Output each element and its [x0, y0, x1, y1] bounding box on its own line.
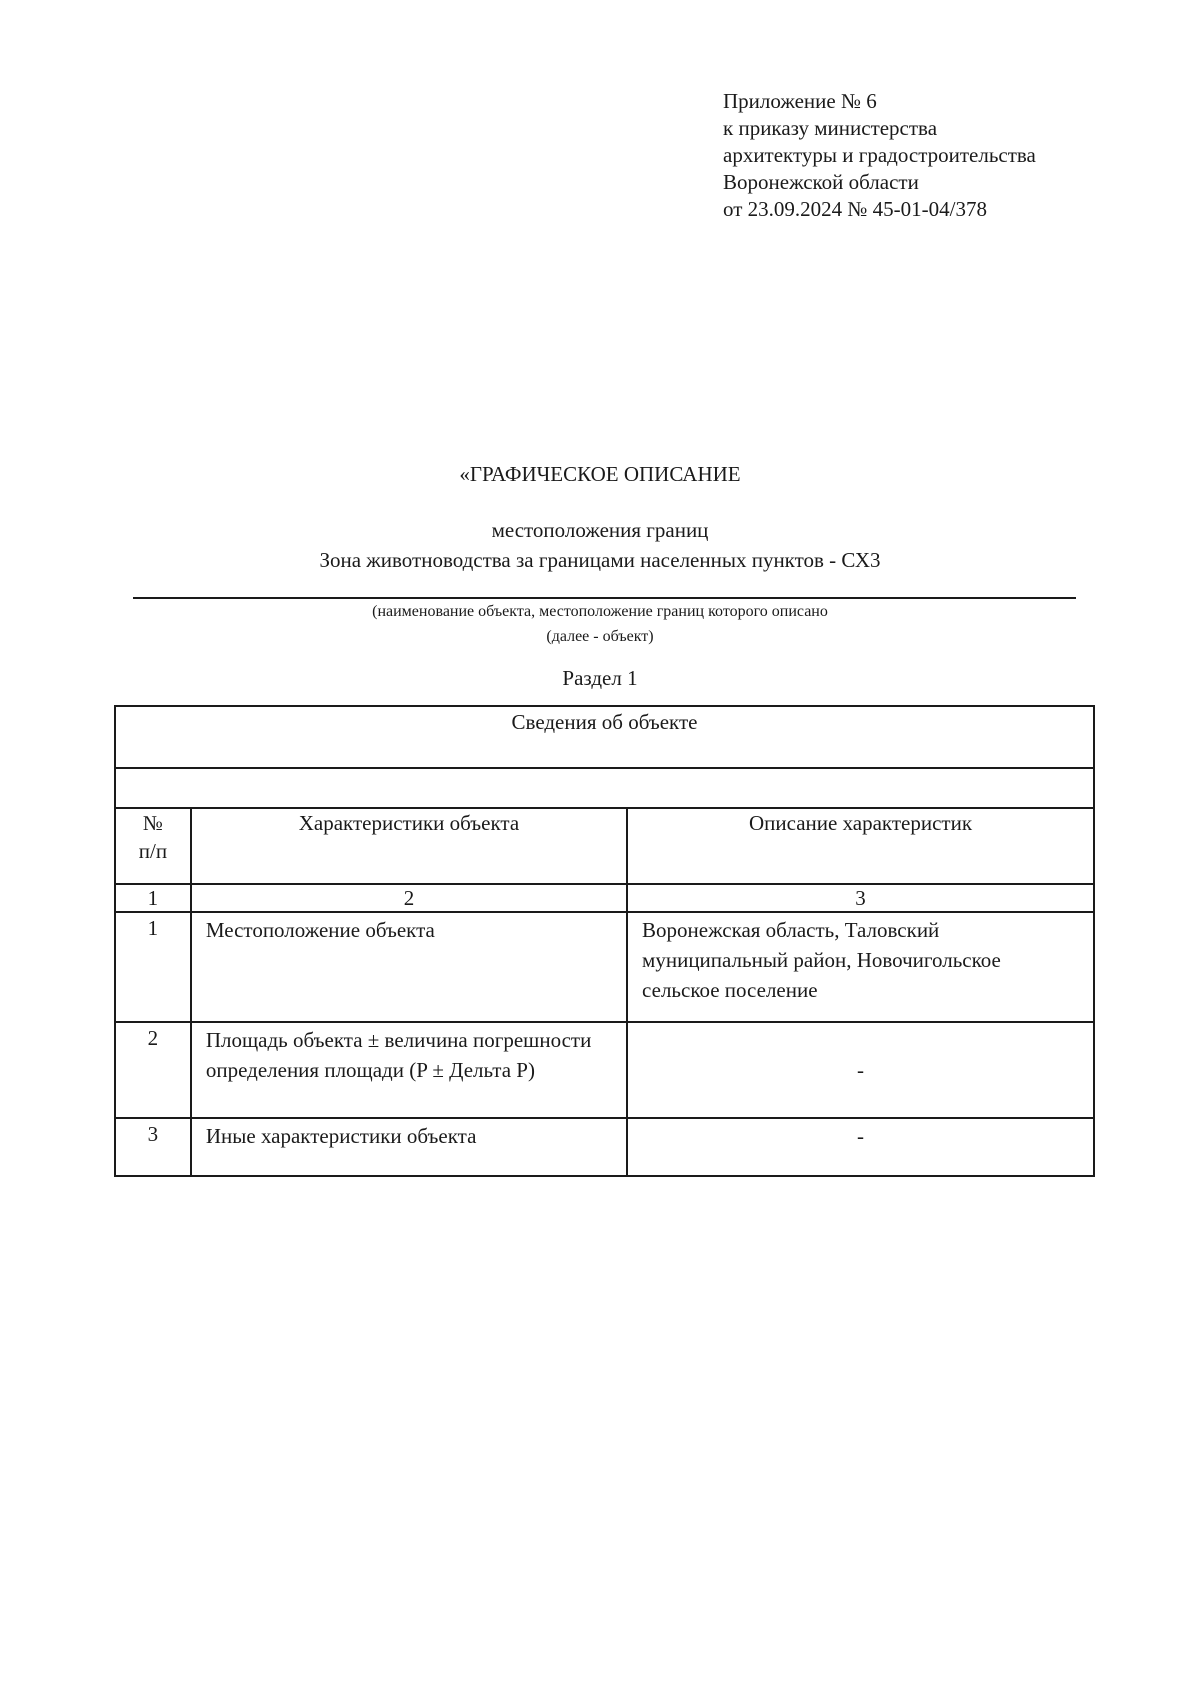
appendix-line: от 23.09.2024 № 45-01-04/378	[723, 197, 988, 221]
column-header-characteristics: Характеристики объекта	[191, 808, 627, 884]
underline-divider	[133, 597, 1076, 599]
object-name: Зона животноводства за границами населенных пунктов - СХ3	[319, 548, 881, 572]
column-header-description: Описание характеристик	[627, 808, 1094, 884]
appendix-line: архитектуры и градостроительства	[723, 143, 1036, 167]
table-header: Сведения об объекте	[115, 706, 1094, 768]
appendix-line: к приказу министерства	[723, 116, 938, 140]
object-info-table	[114, 705, 1095, 1177]
row-characteristic-text: Местоположение объекта	[205, 918, 435, 942]
object-caption-cont: (далее - объект)	[546, 628, 654, 645]
row-description	[627, 912, 1094, 1022]
document-title: «ГРАФИЧЕСКОЕ ОПИСАНИЕ	[459, 462, 741, 486]
appendix-block	[723, 88, 1036, 223]
row-number: 1	[115, 912, 191, 1022]
row-characteristic-text: Площадь объекта ± величина погрешности определения площади (P ± Дельта P)	[205, 1028, 592, 1082]
column-header-num-label: № п/п	[138, 811, 168, 863]
table-header-row	[115, 706, 1094, 768]
column-header-num	[115, 808, 191, 884]
column-number-row	[115, 884, 1094, 912]
row-characteristic	[191, 1118, 627, 1176]
column-number: 2	[191, 884, 627, 912]
appendix-line: Приложение № 6	[723, 89, 877, 113]
table-empty-row	[115, 768, 1094, 808]
row-description-text: Воронежская область, Таловский муниципальный район, Новочигольское сельское поселение	[642, 918, 1001, 1002]
appendix-line: Воронежской области	[723, 170, 919, 194]
table-row	[115, 912, 1094, 1022]
row-characteristic-text: Иные характеристики объекта	[205, 1124, 477, 1148]
table-row	[115, 1118, 1094, 1176]
row-number: 2	[115, 1022, 191, 1118]
row-characteristic	[191, 1022, 627, 1118]
row-number: 3	[115, 1118, 191, 1176]
document-subtitle: местоположения границ	[491, 518, 709, 542]
row-description	[627, 1118, 1094, 1176]
table-row	[115, 1022, 1094, 1118]
row-description-text: -	[857, 1124, 865, 1148]
column-header-row	[115, 808, 1094, 884]
column-number: 1	[115, 884, 191, 912]
section-heading: Раздел 1	[562, 666, 638, 690]
empty-cell	[115, 768, 1094, 808]
object-caption: (наименование объекта, местоположение границ которого описано	[372, 603, 828, 620]
row-description: -	[627, 1022, 1094, 1118]
row-characteristic	[191, 912, 627, 1022]
column-number: 3	[627, 884, 1094, 912]
